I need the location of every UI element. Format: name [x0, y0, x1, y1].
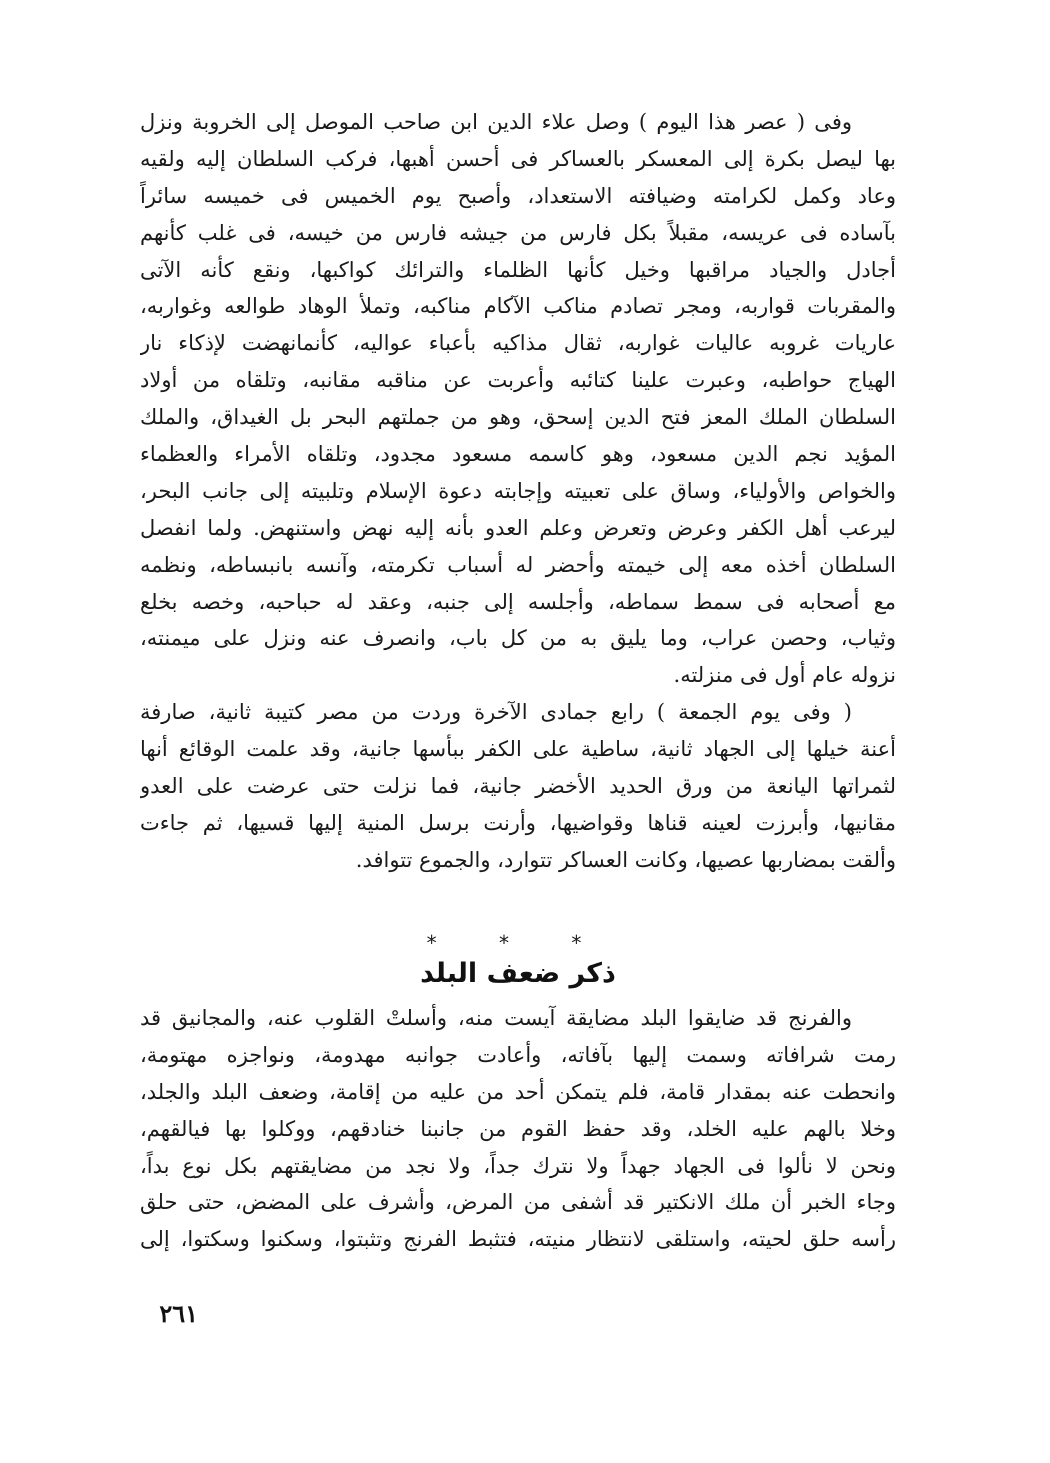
text-line: بها ليصل بكرة إلى المعسكر بالعساكر فى أحسن أهبها، فركب السلطان إليه ولقيه — [140, 146, 896, 171]
text-line: بآساده فى عريسه، مقبلاً بكل فارس من جيشه فارس من خيسه، فى غلب كأنهم — [140, 220, 896, 245]
second-section-paragraph — [140, 1000, 896, 1258]
text-line: وانحطت عنه بمقدار قامة، فلم يتمكن أحد من عليه من إقامة، وضعف البلد والجلد، — [140, 1079, 896, 1104]
text-line: والمقربات قواربه، ومجر تصادم مناكب الآكام مناكبه، وتملأ الوهاد طوالعه وغواربه، — [140, 294, 896, 319]
text-line: ونحن لا نألوا فى الجهاد جهداً ولا نترك جداً، ولا نجد من مضايقتهم بكل نوع بداً، — [140, 1153, 896, 1178]
text-line: وعاد وكمل لكرامته وضيافته الاستعداد، وأصبح يوم الخميس فى خميسه سائراً — [140, 183, 896, 208]
text-line: مقانيها، وأبرزت لعينه قناها وقواضيها، وأرنت برسل المنية إليها قسيها، ثم جاءت — [140, 810, 896, 835]
text-line: لثمراتها اليانعة من ورق الحديد الأخضر جانية، فما نزلت حتى عرضت على العدو — [140, 774, 896, 799]
text-line: وخلا بالهم عليه الخلد، وقد حفظ القوم من جانبنا خنادقهم، ووكلوا بها فيالقهم، — [140, 1116, 896, 1141]
text-line: ( وفى يوم الجمعة ) رابع جمادى الآخرة وردت من مصر كتيبة ثانية، صارفة — [140, 700, 852, 725]
text-line: الهياج حواطبه، وعبرت علينا كتائبه وأعربت عن مناقبه مقانبه، وتلقاه من أولاد — [140, 368, 896, 393]
text-line: نزوله عام أول فى منزلته. — [673, 663, 896, 688]
text-line: والخواص والأولياء، وساق على تعبيته وإجابته دعوة الإسلام وتلبيته إلى جانب البحر، — [140, 478, 896, 503]
text-line: ليرعب أهل الكفر وعرض وتعرض وعلم العدو بأنه إليه نهض واستنهض. ولما انفصل — [140, 515, 896, 540]
text-line: السلطان الملك المعز فتح الدين إسحق، وهو من جملتهم البحر بل الغيداق، والملك — [140, 405, 896, 430]
text-line: وفى ( عصر هذا اليوم ) وصل علاء الدين ابن صاحب الموصل إلى الخروبة ونزل — [140, 110, 852, 134]
text-line: أجادل والجياد مراقبها وخيل كأنها الظلماء والترائك كواكبها، ونقع كأنه الآتى — [140, 257, 896, 282]
text-line: وألقت بمضاربها عصيها، وكانت العساكر تتوارد، والجموع تتوافد. — [355, 847, 896, 872]
page-number: ٢٦١ — [159, 1299, 198, 1328]
main-paragraphs — [140, 104, 896, 879]
section-heading: ذكر ضعف البلد — [420, 958, 616, 989]
text-line: السلطان أخذه معه إلى خيمته وأحضر له أسباب تكرمته، وآنسه بانبساطه، ونظمه — [140, 552, 896, 577]
text-line: رأسه حلق لحيته، واستلقى لانتظار منيته، فتثبط الفرنج وتثبتوا، وسكنوا وسكتوا، إلى — [140, 1227, 896, 1252]
text-line: رمت شرافاته وسمت إليها بآفاته، وأعادت جوانبه مهدومة، ونواجزه مهتومة، — [140, 1042, 896, 1067]
text-line: أعنة خيلها إلى الجهاد ثانية، ساطية على الكفر ببأسها جانية، وقد علمت الوقائع أنها — [140, 737, 896, 762]
text-line: مع أصحابه فى سمط سماطه، وأجلسه إلى جنبه، وعقد له حباحبه، وخصه بخلع — [140, 589, 896, 614]
text-line: والفرنج قد ضايقوا البلد مضايقة آيست منه، وأسلتْ القلوب عنه، والمجانيق قد — [140, 1006, 852, 1030]
text-line: المؤيد نجم الدين مسعود، وهو كاسمه مسعود مجدود، وتلقاه الأمراء والعظماء — [140, 442, 896, 467]
text-line: عاريات غروبه عاليات غواربه، ثقال مذاكيه بأعباء عواليه، كأنمانهضت لإذكاء نار — [140, 331, 896, 356]
section-separator: * * * — [426, 931, 610, 955]
text-line: وثياب، وحصن عراب، وما يليق به من كل باب، وانصرف عنه ونزل على ميمنته، — [140, 626, 896, 651]
text-line: وجاء الخبر أن ملك الانكتير قد أشفى من المرض، وأشرف على المضض، حتى حلق — [140, 1190, 896, 1215]
